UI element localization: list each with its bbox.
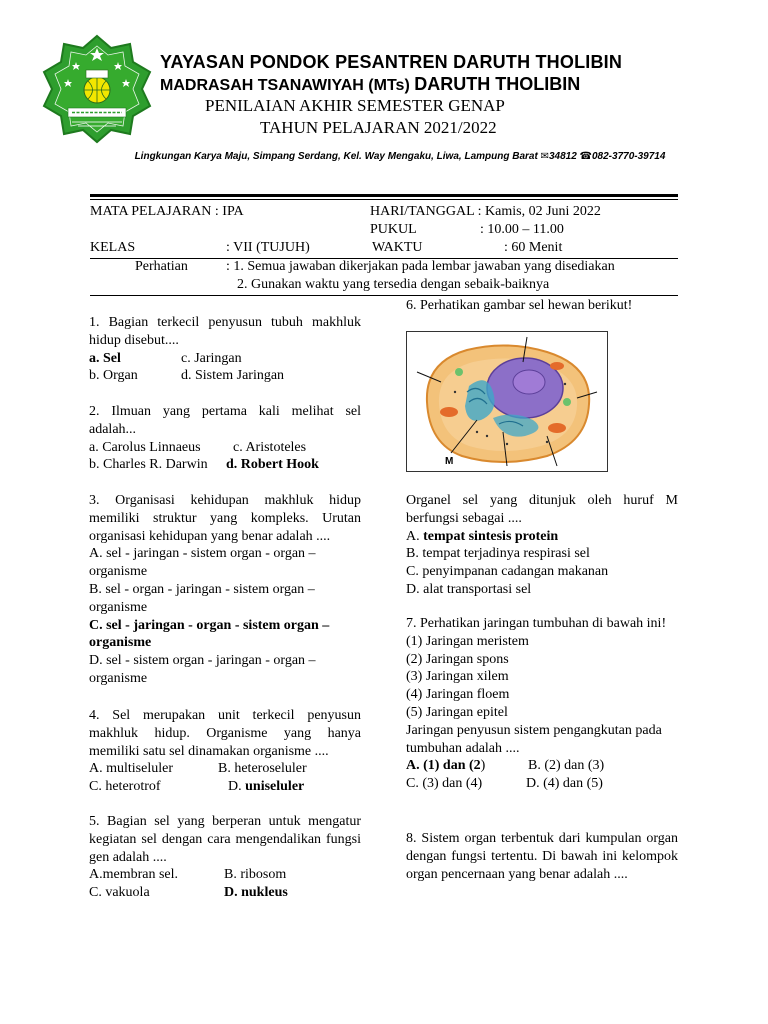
q7-option-d: D. (4) dan (5): [526, 776, 603, 792]
q7-item-3: (3) Jaringan xilem: [406, 669, 509, 685]
q6-option-c: C. penyimpanan cadangan makanan: [406, 564, 609, 580]
question-8: [406, 830, 678, 883]
q4-option-a: A. multiseluler: [89, 761, 173, 777]
q3-option-d: D. sel - sistem organ - jaringan - organ – organisme: [89, 653, 316, 686]
q4-stem: 4. Sel merupakan unit terkecil penyusun makhluk hidup. Organisme yang hanya memiliki satu sel dinamakan organisme ....: [89, 708, 361, 759]
q5-option-a: A.membran sel.: [89, 867, 179, 883]
q1-option-b: b. Organ: [89, 368, 138, 384]
q6-text: Organel sel yang ditunjuk oleh huruf M berfungsi sebagai ....: [406, 493, 678, 526]
time-value: : 10.00 – 11.00: [480, 222, 564, 237]
question-1: [89, 314, 361, 385]
q4-option-d-prefix: D.: [228, 779, 242, 795]
q7-text: Jaringan penyusun sistem pengangkutan pada tumbuhan adalah ....: [406, 722, 662, 756]
q7-item-2: (2) Jaringan spons: [406, 651, 509, 667]
q7-item-5: (5) Jaringan epitel: [406, 704, 508, 720]
school-name: [160, 74, 580, 95]
subject: MATA PELAJARAN : IPA: [90, 204, 244, 219]
academic-year: TAHUN PELAJARAN 2021/2022: [260, 118, 497, 137]
info-divider-bottom: [90, 295, 678, 296]
day-date: HARI/TANGGAL : Kamis, 02 Juni 2022: [370, 204, 601, 219]
q5-stem: 5. Bagian sel yang berperan untuk mengatur kegiatan sel dengan cara mengendalikan fungsi gen adalah ....: [89, 814, 361, 865]
school-address: Lingkungan Karya Maju, Simpang Serdang, Kel. Way Mengaku, Liwa, Lampung Barat ✉34812 ☎082-3770-39714: [134, 151, 666, 162]
foundation-name: YAYASAN PONDOK PESANTREN DARUTH THOLIBIN: [160, 52, 623, 72]
note-2: 2. Gunakan waktu yang tersedia dengan sebaik-baiknya: [237, 277, 550, 292]
class-value: : VII (TUJUH): [226, 240, 310, 255]
exam-title: PENILAIAN AKHIR SEMESTER GENAP: [205, 96, 505, 115]
q6-option-b: B. tempat terjadinya respirasi sel: [406, 546, 590, 562]
q4-option-c: C. heterotrof: [89, 779, 161, 795]
school-logo: [38, 34, 156, 144]
q3-option-a: A. sel - jaringan - sistem organ - organ – organisme: [89, 546, 316, 580]
question-5: [89, 813, 361, 902]
q5-option-d: D. nukleus: [224, 885, 288, 901]
note-label: Perhatian: [135, 259, 188, 274]
q7-option-b: B. (2) dan (3): [528, 758, 605, 774]
q1-option-c: c. Jaringan: [181, 350, 242, 366]
question-4: [89, 707, 361, 796]
q6-option-a: tempat sintesis protein: [423, 528, 559, 544]
q1-option-d: d. Sistem Jaringan: [181, 368, 285, 384]
q6-option-a-row: [406, 528, 678, 546]
q2-option-c: c. Aristoteles: [233, 439, 307, 455]
duration-label: WAKTU: [372, 240, 423, 255]
cell-label-m: M: [445, 456, 454, 467]
q1-stem: 1. Bagian terkecil penyusun tubuh makhluk hidup disebut....: [89, 315, 361, 348]
q2-stem: 2. Ilmuan yang pertama kali melihat sel adalah...: [89, 404, 361, 437]
q4-option-d: uniseluler: [245, 779, 305, 795]
question-2: [89, 403, 361, 474]
q5-option-c: C. vakuola: [89, 885, 150, 901]
q3-option-b: B. sel - organ - jaringan - sistem organ – organisme: [89, 581, 315, 615]
q1-option-a: a. Sel: [89, 350, 121, 366]
q5-option-b: B. ribosom: [224, 867, 287, 883]
question-7: [406, 615, 678, 793]
school-title: DARUTH THOLIBIN: [414, 74, 581, 94]
q3-option-c: C. sel - jaringan - organ - sistem organ – organisme: [89, 617, 330, 651]
school-type: MADRASAH TSANAWIYAH (MTs): [160, 77, 410, 94]
class-label: KELAS: [90, 240, 136, 255]
q2-option-a: a. Carolus Linnaeus: [89, 439, 201, 455]
q7-item-1: (1) Jaringan meristem: [406, 633, 529, 649]
time-label: PUKUL: [370, 222, 417, 237]
header-divider: [90, 194, 678, 197]
note-1: : 1. Semua jawaban dikerjakan pada lembar jawaban yang disediakan: [226, 259, 615, 274]
q2-option-b: b. Charles R. Darwin: [89, 457, 208, 473]
q7-option-a: A. (1) dan (2: [406, 758, 481, 774]
question-6: [406, 492, 678, 599]
q8-stem: 8. Sistem organ terbentuk dari kumpulan organ dengan fungsi tertentu. Di bawah ini kelompok organ pencernaan yang benar adalah ....: [406, 831, 678, 882]
duration-value: : 60 Menit: [504, 240, 563, 255]
q6-option-d: D. alat transportasi sel: [406, 581, 532, 597]
header-divider-thin: [90, 199, 678, 200]
animal-cell-image: [406, 331, 608, 472]
q4-option-b: B. heteroseluler: [218, 761, 307, 777]
q6-option-a-prefix: A.: [406, 528, 420, 544]
q7-item-4: (4) Jaringan floem: [406, 687, 510, 703]
q6-stem: 6. Perhatikan gambar sel hewan berikut!: [406, 298, 633, 313]
q2-option-d: d. Robert Hook: [226, 457, 319, 473]
q7-option-a-close: ): [480, 758, 486, 774]
q3-stem: 3. Organisasi kehidupan makhluk hidup memiliki struktur yang kompleks. Urutan organisasi kehidupan yang benar adalah ....: [89, 493, 361, 544]
question-3: [89, 492, 361, 688]
q7-option-c: C. (3) dan (4): [406, 776, 483, 792]
q7-stem: 7. Perhatikan jaringan tumbuhan di bawah ini!: [406, 616, 667, 631]
question-6-stem: [406, 297, 678, 315]
